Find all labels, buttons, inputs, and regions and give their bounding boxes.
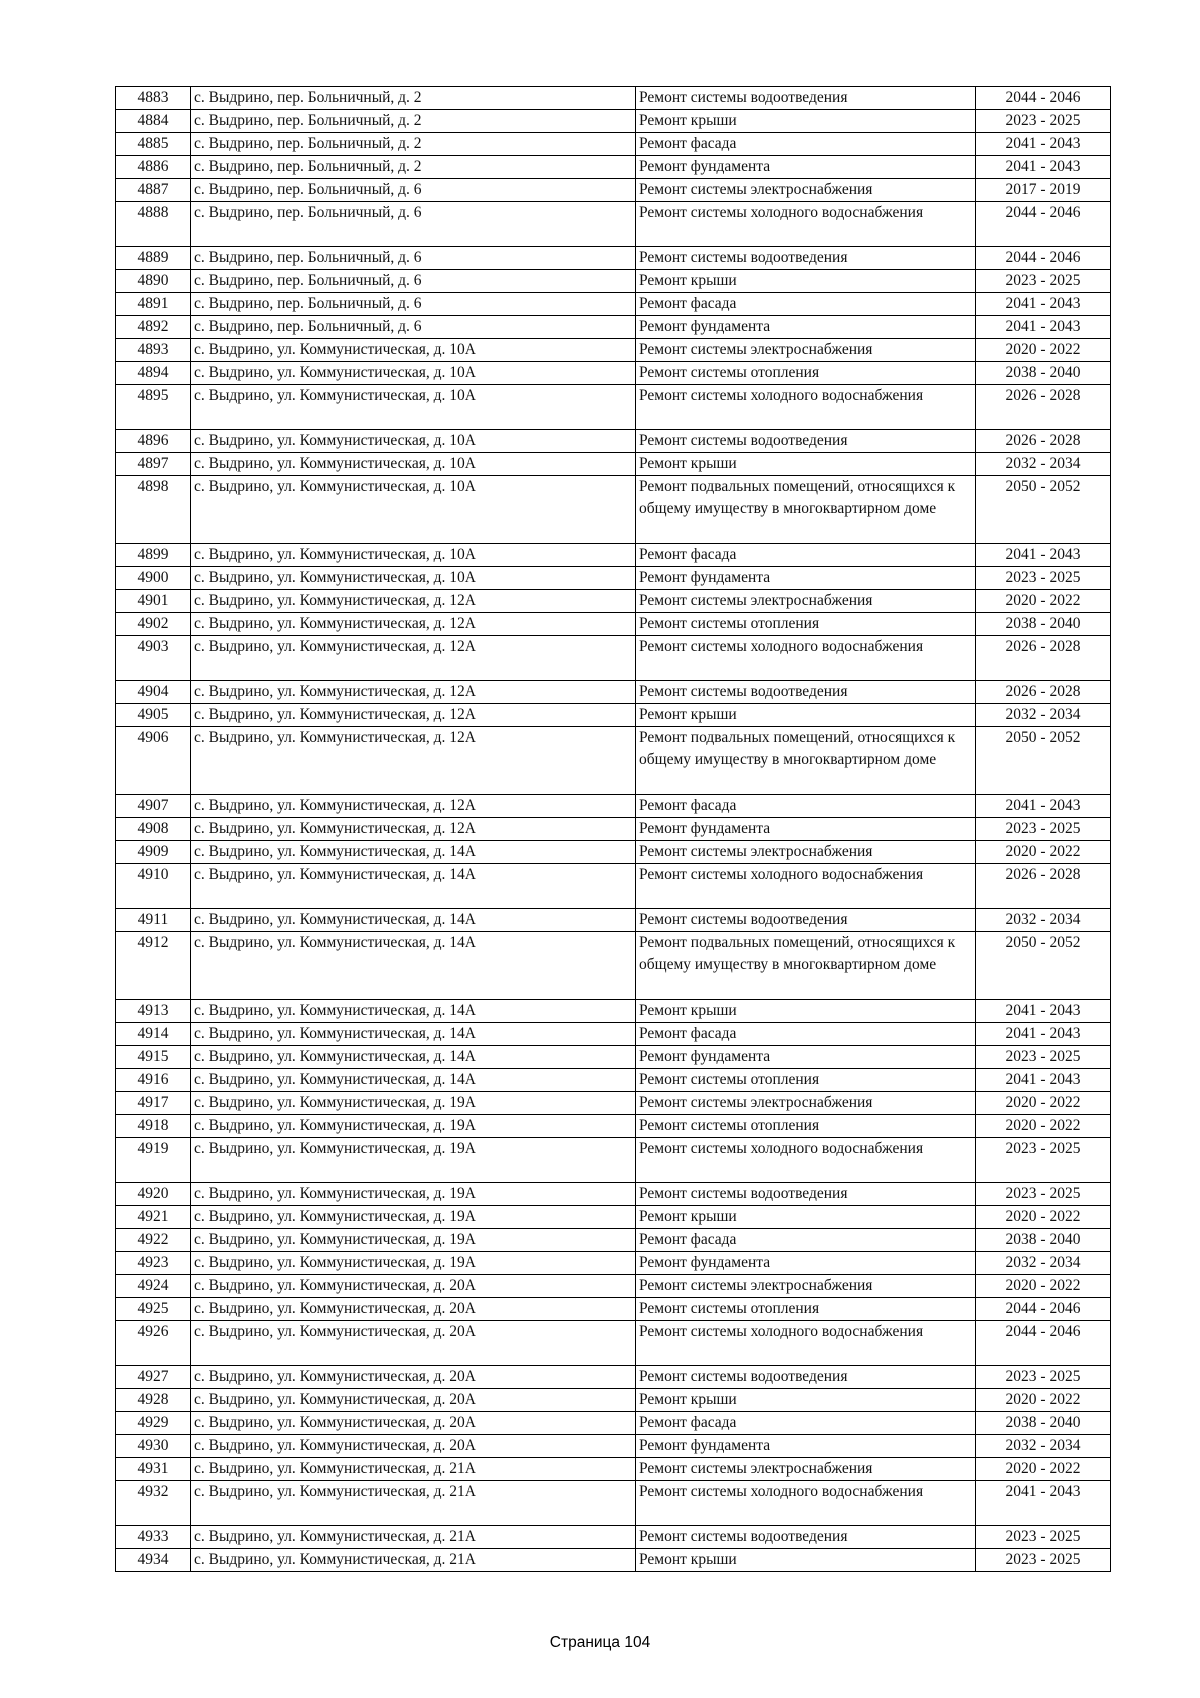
row-number: 4915	[116, 1046, 191, 1069]
table-row	[116, 841, 1111, 864]
table-row	[116, 544, 1111, 567]
row-number: 4919	[116, 1138, 191, 1183]
address-cell: с. Выдрино, ул. Коммунистическая, д. 10А	[191, 476, 636, 544]
address-cell: с. Выдрино, пер. Больничный, д. 2	[191, 133, 636, 156]
table-row	[116, 316, 1111, 339]
row-number: 4930	[116, 1435, 191, 1458]
work-type-cell: Ремонт фундамента	[636, 1252, 976, 1275]
work-type-cell: Ремонт системы отопления	[636, 362, 976, 385]
table-row	[116, 681, 1111, 704]
table-row	[116, 1389, 1111, 1412]
period-cell: 2044 - 2046	[976, 1321, 1111, 1366]
work-type-cell: Ремонт системы электроснабжения	[636, 590, 976, 613]
period-cell: 2041 - 2043	[976, 1023, 1111, 1046]
table-row	[116, 1412, 1111, 1435]
table-row	[116, 704, 1111, 727]
table-row	[116, 1206, 1111, 1229]
address-cell: с. Выдрино, ул. Коммунистическая, д. 14А	[191, 932, 636, 1000]
address-cell: с. Выдрино, пер. Больничный, д. 6	[191, 293, 636, 316]
period-cell: 2050 - 2052	[976, 727, 1111, 795]
address-cell: с. Выдрино, пер. Больничный, д. 6	[191, 316, 636, 339]
period-cell: 2041 - 2043	[976, 1000, 1111, 1023]
row-number: 4931	[116, 1458, 191, 1481]
row-number: 4898	[116, 476, 191, 544]
work-type-cell: Ремонт системы водоотведения	[636, 430, 976, 453]
table-row	[116, 1252, 1111, 1275]
address-cell: с. Выдрино, ул. Коммунистическая, д. 14А	[191, 864, 636, 909]
work-type-cell: Ремонт системы водоотведения	[636, 247, 976, 270]
address-cell: с. Выдрино, ул. Коммунистическая, д. 14А	[191, 1046, 636, 1069]
row-number: 4921	[116, 1206, 191, 1229]
work-type-cell: Ремонт крыши	[636, 110, 976, 133]
table-row	[116, 110, 1111, 133]
row-number: 4894	[116, 362, 191, 385]
row-number: 4928	[116, 1389, 191, 1412]
work-type-cell: Ремонт системы отопления	[636, 1298, 976, 1321]
period-cell: 2023 - 2025	[976, 1183, 1111, 1206]
table-row	[116, 1298, 1111, 1321]
address-cell: с. Выдрино, ул. Коммунистическая, д. 14А	[191, 841, 636, 864]
row-number: 4904	[116, 681, 191, 704]
row-number: 4920	[116, 1183, 191, 1206]
period-cell: 2023 - 2025	[976, 567, 1111, 590]
work-type-cell: Ремонт системы водоотведения	[636, 1366, 976, 1389]
row-number: 4906	[116, 727, 191, 795]
table-row	[116, 453, 1111, 476]
address-cell: с. Выдрино, ул. Коммунистическая, д. 21А	[191, 1481, 636, 1526]
address-cell: с. Выдрино, ул. Коммунистическая, д. 19А	[191, 1138, 636, 1183]
row-number: 4895	[116, 385, 191, 430]
row-number: 4900	[116, 567, 191, 590]
period-cell: 2020 - 2022	[976, 1115, 1111, 1138]
address-cell: с. Выдрино, ул. Коммунистическая, д. 19А	[191, 1092, 636, 1115]
address-cell: с. Выдрино, ул. Коммунистическая, д. 10А	[191, 362, 636, 385]
period-cell: 2020 - 2022	[976, 1275, 1111, 1298]
period-cell: 2032 - 2034	[976, 909, 1111, 932]
table-row	[116, 864, 1111, 909]
period-cell: 2026 - 2028	[976, 681, 1111, 704]
address-cell: с. Выдрино, ул. Коммунистическая, д. 20А	[191, 1435, 636, 1458]
work-type-cell: Ремонт крыши	[636, 1206, 976, 1229]
work-type-cell: Ремонт фасада	[636, 293, 976, 316]
row-number: 4890	[116, 270, 191, 293]
row-number: 4913	[116, 1000, 191, 1023]
table-row	[116, 1481, 1111, 1526]
work-type-cell: Ремонт системы электроснабжения	[636, 841, 976, 864]
address-cell: с. Выдрино, ул. Коммунистическая, д. 10А	[191, 339, 636, 362]
address-cell: с. Выдрино, ул. Коммунистическая, д. 14А	[191, 909, 636, 932]
work-type-cell: Ремонт фасада	[636, 1412, 976, 1435]
period-cell: 2041 - 2043	[976, 156, 1111, 179]
address-cell: с. Выдрино, ул. Коммунистическая, д. 12А	[191, 818, 636, 841]
address-cell: с. Выдрино, ул. Коммунистическая, д. 12А	[191, 590, 636, 613]
work-type-cell: Ремонт крыши	[636, 1000, 976, 1023]
period-cell: 2032 - 2034	[976, 453, 1111, 476]
work-type-cell: Ремонт крыши	[636, 270, 976, 293]
row-number: 4932	[116, 1481, 191, 1526]
table-row	[116, 1275, 1111, 1298]
work-type-cell: Ремонт системы холодного водоснабжения	[636, 1138, 976, 1183]
table-row	[116, 1023, 1111, 1046]
work-type-cell: Ремонт фасада	[636, 1229, 976, 1252]
row-number: 4893	[116, 339, 191, 362]
row-number: 4886	[116, 156, 191, 179]
table-row	[116, 590, 1111, 613]
page-number: Страница 104	[549, 1634, 651, 1651]
work-type-cell: Ремонт крыши	[636, 704, 976, 727]
period-cell: 2020 - 2022	[976, 339, 1111, 362]
table-row	[116, 362, 1111, 385]
period-cell: 2041 - 2043	[976, 1069, 1111, 1092]
period-cell: 2023 - 2025	[976, 110, 1111, 133]
address-cell: с. Выдрино, ул. Коммунистическая, д. 10А	[191, 385, 636, 430]
period-cell: 2023 - 2025	[976, 1366, 1111, 1389]
work-type-cell: Ремонт системы электроснабжения	[636, 179, 976, 202]
period-cell: 2044 - 2046	[976, 1298, 1111, 1321]
period-cell: 2026 - 2028	[976, 864, 1111, 909]
table-row	[116, 613, 1111, 636]
work-type-cell: Ремонт подвальных помещений, относящихся к общему имуществу в многоквартирном доме	[636, 727, 976, 795]
row-number: 4883	[116, 87, 191, 110]
table-row	[116, 247, 1111, 270]
table-row	[116, 1092, 1111, 1115]
table-row	[116, 1229, 1111, 1252]
work-type-cell: Ремонт крыши	[636, 1389, 976, 1412]
work-type-cell: Ремонт фундамента	[636, 567, 976, 590]
work-type-cell: Ремонт системы холодного водоснабжения	[636, 385, 976, 430]
address-cell: с. Выдрино, ул. Коммунистическая, д. 10А	[191, 453, 636, 476]
table-row	[116, 293, 1111, 316]
row-number: 4909	[116, 841, 191, 864]
address-cell: с. Выдрино, пер. Больничный, д. 6	[191, 247, 636, 270]
period-cell: 2038 - 2040	[976, 362, 1111, 385]
period-cell: 2026 - 2028	[976, 385, 1111, 430]
address-cell: с. Выдрино, ул. Коммунистическая, д. 20А	[191, 1321, 636, 1366]
address-cell: с. Выдрино, ул. Коммунистическая, д. 14А	[191, 1023, 636, 1046]
period-cell: 2044 - 2046	[976, 247, 1111, 270]
period-cell: 2020 - 2022	[976, 1458, 1111, 1481]
row-number: 4924	[116, 1275, 191, 1298]
address-cell: с. Выдрино, пер. Больничный, д. 6	[191, 270, 636, 293]
address-cell: с. Выдрино, ул. Коммунистическая, д. 12А	[191, 795, 636, 818]
work-type-cell: Ремонт крыши	[636, 453, 976, 476]
address-cell: с. Выдрино, ул. Коммунистическая, д. 21А	[191, 1526, 636, 1549]
address-cell: с. Выдрино, ул. Коммунистическая, д. 19А	[191, 1229, 636, 1252]
row-number: 4884	[116, 110, 191, 133]
work-type-cell: Ремонт фасада	[636, 133, 976, 156]
work-type-cell: Ремонт системы водоотведения	[636, 681, 976, 704]
work-type-cell: Ремонт системы отопления	[636, 613, 976, 636]
row-number: 4911	[116, 909, 191, 932]
period-cell: 2050 - 2052	[976, 932, 1111, 1000]
address-cell: с. Выдрино, ул. Коммунистическая, д. 20А	[191, 1298, 636, 1321]
period-cell: 2020 - 2022	[976, 1389, 1111, 1412]
address-cell: с. Выдрино, ул. Коммунистическая, д. 19А	[191, 1115, 636, 1138]
period-cell: 2041 - 2043	[976, 544, 1111, 567]
address-cell: с. Выдрино, ул. Коммунистическая, д. 19А	[191, 1206, 636, 1229]
address-cell: с. Выдрино, ул. Коммунистическая, д. 12А	[191, 704, 636, 727]
table-row	[116, 385, 1111, 430]
work-type-cell: Ремонт системы холодного водоснабжения	[636, 864, 976, 909]
table-row	[116, 87, 1111, 110]
row-number: 4908	[116, 818, 191, 841]
period-cell: 2023 - 2025	[976, 1046, 1111, 1069]
table-row	[116, 1046, 1111, 1069]
row-number: 4889	[116, 247, 191, 270]
period-cell: 2023 - 2025	[976, 1138, 1111, 1183]
table-row	[116, 1000, 1111, 1023]
row-number: 4899	[116, 544, 191, 567]
row-number: 4914	[116, 1023, 191, 1046]
address-cell: с. Выдрино, ул. Коммунистическая, д. 20А	[191, 1389, 636, 1412]
table-row	[116, 430, 1111, 453]
table-row	[116, 1549, 1111, 1572]
period-cell: 2026 - 2028	[976, 636, 1111, 681]
table-row	[116, 727, 1111, 795]
address-cell: с. Выдрино, ул. Коммунистическая, д. 20А	[191, 1366, 636, 1389]
row-number: 4885	[116, 133, 191, 156]
table-body	[116, 87, 1111, 1572]
table-row	[116, 1115, 1111, 1138]
table-row	[116, 932, 1111, 1000]
row-number: 4925	[116, 1298, 191, 1321]
work-type-cell: Ремонт фасада	[636, 795, 976, 818]
row-number: 4907	[116, 795, 191, 818]
row-number: 4916	[116, 1069, 191, 1092]
period-cell: 2032 - 2034	[976, 704, 1111, 727]
address-cell: с. Выдрино, ул. Коммунистическая, д. 12А	[191, 613, 636, 636]
period-cell: 2020 - 2022	[976, 1206, 1111, 1229]
row-number: 4910	[116, 864, 191, 909]
work-type-cell: Ремонт фундамента	[636, 1435, 976, 1458]
table-row	[116, 202, 1111, 247]
period-cell: 2038 - 2040	[976, 1412, 1111, 1435]
work-type-cell: Ремонт крыши	[636, 1549, 976, 1572]
work-type-cell: Ремонт фасада	[636, 544, 976, 567]
row-number: 4905	[116, 704, 191, 727]
period-cell: 2017 - 2019	[976, 179, 1111, 202]
table-row	[116, 1526, 1111, 1549]
address-cell: с. Выдрино, ул. Коммунистическая, д. 12А	[191, 681, 636, 704]
address-cell: с. Выдрино, ул. Коммунистическая, д. 19А	[191, 1183, 636, 1206]
row-number: 4896	[116, 430, 191, 453]
period-cell: 2023 - 2025	[976, 818, 1111, 841]
work-type-cell: Ремонт фундамента	[636, 818, 976, 841]
work-type-cell: Ремонт системы водоотведения	[636, 1526, 976, 1549]
work-type-cell: Ремонт системы холодного водоснабжения	[636, 202, 976, 247]
work-type-cell: Ремонт системы водоотведения	[636, 909, 976, 932]
address-cell: с. Выдрино, ул. Коммунистическая, д. 20А	[191, 1275, 636, 1298]
period-cell: 2023 - 2025	[976, 1526, 1111, 1549]
table-row	[116, 909, 1111, 932]
table-row	[116, 1435, 1111, 1458]
address-cell: с. Выдрино, ул. Коммунистическая, д. 14А	[191, 1069, 636, 1092]
address-cell: с. Выдрино, ул. Коммунистическая, д. 12А	[191, 636, 636, 681]
address-cell: с. Выдрино, ул. Коммунистическая, д. 10А	[191, 430, 636, 453]
period-cell: 2032 - 2034	[976, 1252, 1111, 1275]
address-cell: с. Выдрино, ул. Коммунистическая, д. 12А	[191, 727, 636, 795]
period-cell: 2023 - 2025	[976, 270, 1111, 293]
address-cell: с. Выдрино, пер. Больничный, д. 6	[191, 179, 636, 202]
table-row	[116, 1138, 1111, 1183]
period-cell: 2038 - 2040	[976, 1229, 1111, 1252]
table-row	[116, 567, 1111, 590]
row-number: 4929	[116, 1412, 191, 1435]
work-type-cell: Ремонт системы отопления	[636, 1069, 976, 1092]
work-type-cell: Ремонт фундамента	[636, 316, 976, 339]
table-row	[116, 1366, 1111, 1389]
row-number: 4912	[116, 932, 191, 1000]
period-cell: 2026 - 2028	[976, 430, 1111, 453]
address-cell: с. Выдрино, пер. Больничный, д. 2	[191, 110, 636, 133]
row-number: 4917	[116, 1092, 191, 1115]
table-row	[116, 795, 1111, 818]
table-row	[116, 156, 1111, 179]
address-cell: с. Выдрино, пер. Больничный, д. 2	[191, 87, 636, 110]
work-type-cell: Ремонт фундамента	[636, 1046, 976, 1069]
period-cell: 2044 - 2046	[976, 87, 1111, 110]
work-type-cell: Ремонт фундамента	[636, 156, 976, 179]
table-row	[116, 1458, 1111, 1481]
row-number: 4923	[116, 1252, 191, 1275]
period-cell: 2032 - 2034	[976, 1435, 1111, 1458]
period-cell: 2050 - 2052	[976, 476, 1111, 544]
period-cell: 2041 - 2043	[976, 133, 1111, 156]
table-row	[116, 1321, 1111, 1366]
address-cell: с. Выдрино, пер. Больничный, д. 2	[191, 156, 636, 179]
row-number: 4902	[116, 613, 191, 636]
table-row	[116, 636, 1111, 681]
work-type-cell: Ремонт системы холодного водоснабжения	[636, 1321, 976, 1366]
table-row	[116, 1183, 1111, 1206]
work-type-cell: Ремонт системы водоотведения	[636, 87, 976, 110]
address-cell: с. Выдрино, ул. Коммунистическая, д. 20А	[191, 1412, 636, 1435]
work-type-cell: Ремонт подвальных помещений, относящихся к общему имуществу в многоквартирном доме	[636, 932, 976, 1000]
period-cell: 2038 - 2040	[976, 613, 1111, 636]
table-row	[116, 133, 1111, 156]
row-number: 4918	[116, 1115, 191, 1138]
address-cell: с. Выдрино, пер. Больничный, д. 6	[191, 202, 636, 247]
row-number: 4926	[116, 1321, 191, 1366]
row-number: 4897	[116, 453, 191, 476]
period-cell: 2044 - 2046	[976, 202, 1111, 247]
period-cell: 2041 - 2043	[976, 795, 1111, 818]
address-cell: с. Выдрино, ул. Коммунистическая, д. 14А	[191, 1000, 636, 1023]
period-cell: 2020 - 2022	[976, 590, 1111, 613]
row-number: 4888	[116, 202, 191, 247]
work-type-cell: Ремонт системы холодного водоснабжения	[636, 1481, 976, 1526]
address-cell: с. Выдрино, ул. Коммунистическая, д. 10А	[191, 567, 636, 590]
period-cell: 2041 - 2043	[976, 316, 1111, 339]
work-type-cell: Ремонт системы электроснабжения	[636, 1458, 976, 1481]
address-cell: с. Выдрино, ул. Коммунистическая, д. 19А	[191, 1252, 636, 1275]
work-type-cell: Ремонт системы холодного водоснабжения	[636, 636, 976, 681]
work-type-cell: Ремонт системы электроснабжения	[636, 1275, 976, 1298]
work-type-cell: Ремонт системы водоотведения	[636, 1183, 976, 1206]
address-cell: с. Выдрино, ул. Коммунистическая, д. 21А	[191, 1458, 636, 1481]
row-number: 4903	[116, 636, 191, 681]
row-number: 4891	[116, 293, 191, 316]
table-row	[116, 270, 1111, 293]
work-type-cell: Ремонт системы электроснабжения	[636, 1092, 976, 1115]
table-row	[116, 179, 1111, 202]
row-number: 4887	[116, 179, 191, 202]
table-row	[116, 818, 1111, 841]
row-number: 4901	[116, 590, 191, 613]
row-number: 4933	[116, 1526, 191, 1549]
table-row	[116, 476, 1111, 544]
work-type-cell: Ремонт системы отопления	[636, 1115, 976, 1138]
period-cell: 2020 - 2022	[976, 841, 1111, 864]
row-number: 4934	[116, 1549, 191, 1572]
period-cell: 2023 - 2025	[976, 1549, 1111, 1572]
period-cell: 2041 - 2043	[976, 293, 1111, 316]
period-cell: 2041 - 2043	[976, 1481, 1111, 1526]
period-cell: 2020 - 2022	[976, 1092, 1111, 1115]
row-number: 4927	[116, 1366, 191, 1389]
repair-schedule-table	[115, 86, 1111, 1572]
address-cell: с. Выдрино, ул. Коммунистическая, д. 10А	[191, 544, 636, 567]
row-number: 4892	[116, 316, 191, 339]
address-cell: с. Выдрино, ул. Коммунистическая, д. 21А	[191, 1549, 636, 1572]
row-number: 4922	[116, 1229, 191, 1252]
work-type-cell: Ремонт фасада	[636, 1023, 976, 1046]
work-type-cell: Ремонт подвальных помещений, относящихся к общему имуществу в многоквартирном доме	[636, 476, 976, 544]
table-row	[116, 1069, 1111, 1092]
work-type-cell: Ремонт системы электроснабжения	[636, 339, 976, 362]
table-row	[116, 339, 1111, 362]
